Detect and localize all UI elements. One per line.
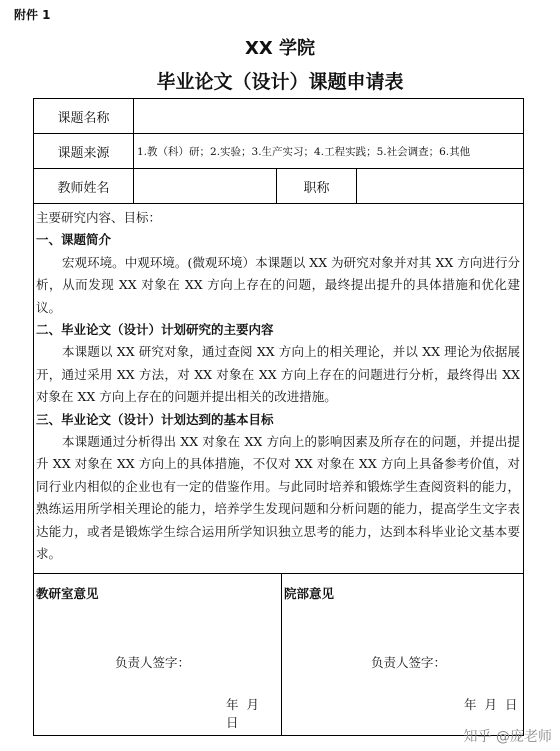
college-opinion[interactable] — [282, 574, 523, 735]
department-opinion-label: 教研室意见 — [36, 586, 99, 601]
attachment-label: 附件 1 — [14, 8, 51, 22]
topic-name-row — [34, 99, 523, 134]
main-heading: 主要研究内容、目标： — [36, 210, 162, 225]
department-sign-label: 负责人签字： — [115, 655, 191, 670]
topic-name-label: 课题名称 — [34, 99, 134, 133]
department-opinion[interactable] — [34, 574, 282, 735]
teacher-row — [34, 169, 523, 204]
application-form — [33, 98, 524, 736]
section3-text: 本课题通过分析得出 XX 对象在 XX 方向上的影响因素及所存在的问题，并提出提升 XX 对象在 XX 方向上的具体措施，不仅对 XX 对象在 XX 方向上具备参考价值，对同行业内相似的企业也有一定的借鉴作用。与此同时培养和锻炼学生查阅资料的能力，熟练运用所学相关理论的能力，培养学生发现问题和分析问题的能力，提高学生文字表达能力，或者是锻炼学生综合运用所学知识独立思考的能力，达到本科毕业论文基本要求。 — [36, 434, 520, 562]
topic-source-label: 课题来源 — [34, 134, 134, 168]
section2-heading: 二、毕业论文（设计）计划研究的主要内容 — [36, 322, 274, 338]
watermark: 知乎 @庞老师 — [463, 729, 552, 745]
job-title-field[interactable] — [357, 169, 523, 203]
research-content[interactable] — [34, 204, 523, 574]
college-sign-label: 负责人签字： — [371, 655, 447, 670]
school-name: XX 学院 — [244, 38, 316, 59]
topic-source-options[interactable]: 1.教（科）研；2.实验；3.生产实习；4.工程实践；5.社会调查；6.其他 — [137, 145, 471, 158]
section1-heading: 一、课题简介 — [36, 232, 112, 248]
department-date: 年 月 日 — [226, 697, 261, 730]
topic-name-field[interactable] — [134, 99, 523, 133]
section2-text: 本课题以 XX 研究对象，通过查阅 XX 方向上的相关理论，并以 XX 理论为依据展开，通过采用 XX 方法，对 XX 对象在 XX 方向上存在的问题进行分析，最终得出 XX 对象在 XX 方向上存在的问题并提出相关的改进措施。 — [36, 344, 520, 405]
college-opinion-label: 院部意见 — [284, 586, 335, 601]
section3-heading: 三、毕业论文（设计）计划达到的基本目标 — [36, 411, 274, 427]
job-title-label: 职称 — [277, 169, 357, 203]
topic-source-row — [34, 134, 523, 169]
teacher-name-field[interactable] — [134, 169, 277, 203]
section1-text: 宏观环境。中观环境。(微观环境）本课题以 XX 为研究对象并对其 XX 方向进行分析，从而发现 XX 对象在 XX 方向上存在的问题，最终提出提升的具体措施和优化建议。 — [36, 254, 520, 315]
form-title: 毕业论文（设计）课题申请表 — [156, 71, 404, 93]
teacher-name-label: 教师姓名 — [34, 169, 134, 203]
college-date: 年 月 日 — [464, 697, 520, 712]
